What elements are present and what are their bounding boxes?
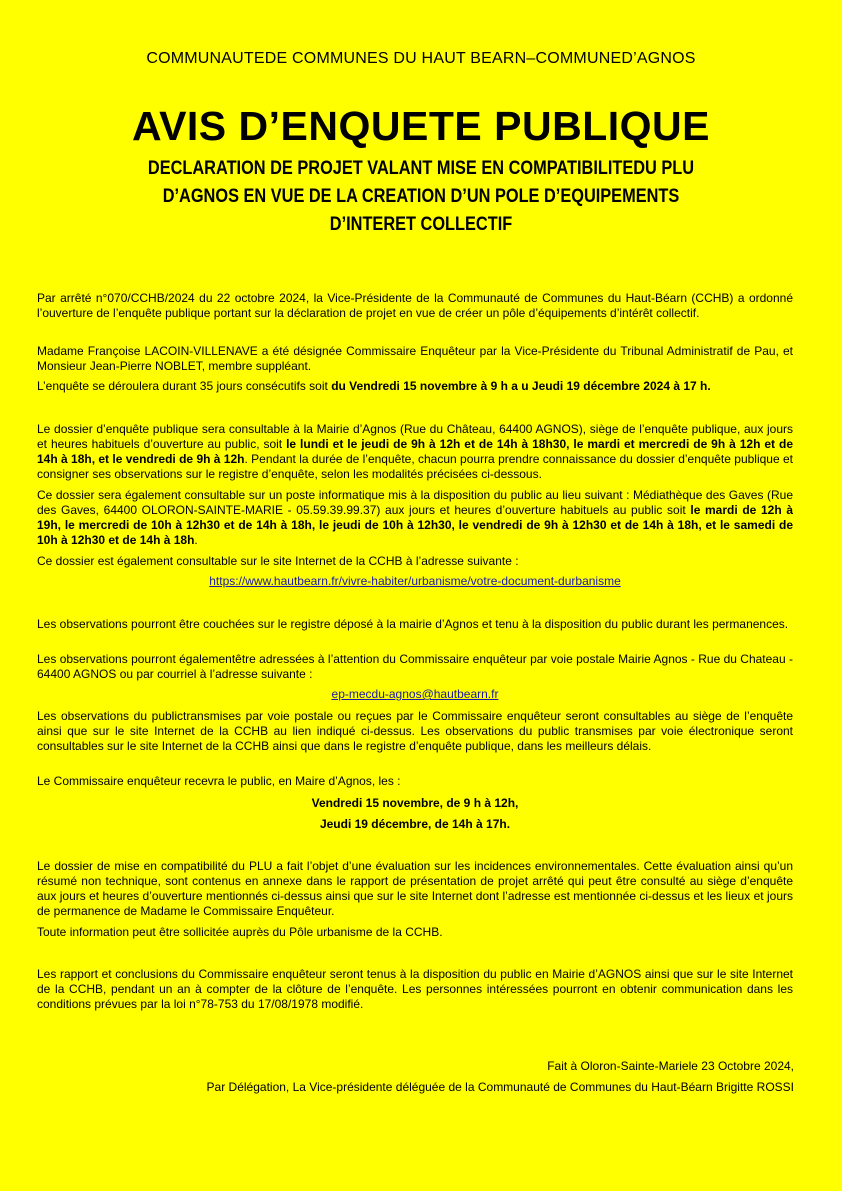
hours-bold: le lundi et le jeudi de 9h à 12h et de 14h à 18h30, le mardi et mercredi de 9h à 12h et de 14h à 18h, et le vendredi de 9h à 12h: [37, 437, 793, 466]
signature-place-date: Fait à Oloron-Sainte-Mariele 23 Octobre 2024,: [547, 1059, 794, 1073]
permanence-2: Jeudi 19 décembre, de 14h à 17h.: [319, 817, 511, 831]
subtitle-line: DECLARATION DE PROJET VALANT MISE EN COMPATIBILITEDU PLU: [147, 158, 695, 179]
subtitle-line: D’INTERET COLLECTIF: [329, 214, 513, 235]
header-line: COMMUNAUTEDE COMMUNES DU HAUT BEARN–COMMUNED’AGNOS: [146, 50, 696, 67]
permanence-1: Vendredi 15 novembre, de 9 h à 12h,: [311, 796, 519, 810]
website-link[interactable]: https://www.hautbearn.fr/vivre-habiter/urbanisme/votre-document-durbanisme: [209, 574, 621, 588]
paragraph-commissaire: Madame Françoise LACOIN-VILLENAVE a été désignée Commissaire Enquêteur par la Vice-Présidente du Tribunal Administratif de Pau, et Monsieur Jean-Pierre NOBLET, membre suppléant.: [37, 344, 793, 373]
hours-bold: le mardi de 12h à 19h, le mercredi de 10h à 12h30 et de 14h à 18h, le jeudi de 10h à 12h30, le vendredi de 9h à 12h30 et de 14h à 18h, et le samedi de 10h à 12h30 et de 14h à 18h: [37, 503, 793, 547]
paragraph-dossier: [37, 422, 793, 482]
signature-delegation: Par Délégation, La Vice-présidente déléguée de la Communauté de Communes du Haut-Béarn Brigitte ROSSI: [206, 1080, 794, 1094]
text: .: [194, 533, 198, 547]
text: L’enquête se déroulera durant 35 jours consécutifs soit: [37, 379, 332, 393]
email-line: [37, 687, 793, 702]
paragraph-evaluation: Le dossier de mise en compatibilité du PLU a fait l’objet d’une évaluation sur les incidences environnementales. Cette évaluation ainsi qu’un résumé non technique, sont contenus en annexe dans le rapport de présentation de projet arrêté qui peut être consulté au siège d’enquête aux jours et heures d’ouverture mentionnés ci-dessus ainsi que sur le site Internet dont l’adresse est mentionnée ci-dessus et les lieux et jours de permanence de Madame le Commissaire Enquêteur.: [37, 859, 793, 918]
paragraph-arrete: Par arrêté n°070/CCHB/2024 du 22 octobre 2024, la Vice-Présidente de la Communauté de Communes du Haut-Béarn (CCHB) a ordonné l’ouverture de l’enquête publique portant sur la déclaration de projet en vue de créer un pôle d’équipements d’intérêt collectif.: [37, 291, 793, 320]
subtitle: [111, 155, 732, 239]
dates-bold: du Vendredi 15 novembre à 9 h a u Jeudi 19 décembre 2024 à 17 h.: [331, 379, 711, 393]
subtitle-line: D’AGNOS EN VUE DE LA CREATION D’UN POLE D’EQUIPEMENTS: [162, 186, 680, 207]
paragraph-rapport: Les rapport et conclusions du Commissaire enquêteur seront tenus à la disposition du public en Mairie d’AGNOS ainsi que sur le site Internet de la CCHB, pendant un an à compter de la clôture de l’enquête. Les personnes intéressées pourront en obtenir communication dans les conditions prévues par la loi n°78-753 du 17/08/1978 modifié.: [37, 967, 793, 1011]
paragraph-information: Toute information peut être sollicitée auprès du Pôle urbanisme de la CCHB.: [37, 925, 443, 939]
email-link[interactable]: ep-mecdu-agnos@hautbearn.fr: [331, 687, 499, 701]
text: . Pendant la durée de l’enquête, chacun pourra prendre connaissance du dossier d’enquête publique et consigner ses observations sur le registre d’enquête, selon les modalités précisées ci-dessous.: [37, 452, 794, 481]
url-line: [37, 574, 793, 589]
paragraph-mediatheque: [37, 488, 793, 548]
paragraph-consultation: Les observations du publictransmises par voie postale ou reçues par le Commissaire enquêteur seront consultables au siège de l’enquête ainsi que sur le site Internet de la CCHB au lien indiqué ci-dessus. Les observations du public transmises par voie électronique seront consultables sur le site Internet de la CCHB ainsi que dans le registre d’enquête publique, dans les meilleurs délais.: [37, 709, 793, 753]
paragraph-site: Ce dossier est également consultable sur le site Internet de la CCHB à l’adresse suivante :: [37, 554, 519, 568]
paragraph-courrier: Les observations pourront égalementêtre adressées à l’attention du Commissaire enquêteur par voie postale Mairie Agnos - Rue du Chateau - 64400 AGNOS ou par courriel à l’adresse suivante :: [37, 652, 793, 681]
page-title: AVIS D’ENQUETE PUBLIQUE: [132, 103, 710, 149]
text: Le dossier d’enquête publique sera consultable à la Mairie d’Agnos (Rue du Château, 64400 AGNOS), siège de l’enquête publique, aux jours et heures habituels d’ouverture au public, soit: [37, 422, 793, 451]
paragraph-duree: [37, 379, 793, 394]
paragraph-permanences: Le Commissaire enquêteur recevra le public, en Maire d’Agnos, les :: [37, 774, 401, 788]
paragraph-registre: Les observations pourront être couchées sur le registre déposé à la mairie d’Agnos et tenu à la disposition du public durant les permanences.: [37, 617, 789, 631]
text: Ce dossier sera également consultable sur un poste informatique mis à la disposition du public au lieu suivant : Médiathèque des Gaves (Rue des Gaves, 64400 OLORON-SAINTE-MARIE - 05.59.39.99.37) aux jours et heures d’ouverture habituels au public soit: [37, 488, 793, 517]
